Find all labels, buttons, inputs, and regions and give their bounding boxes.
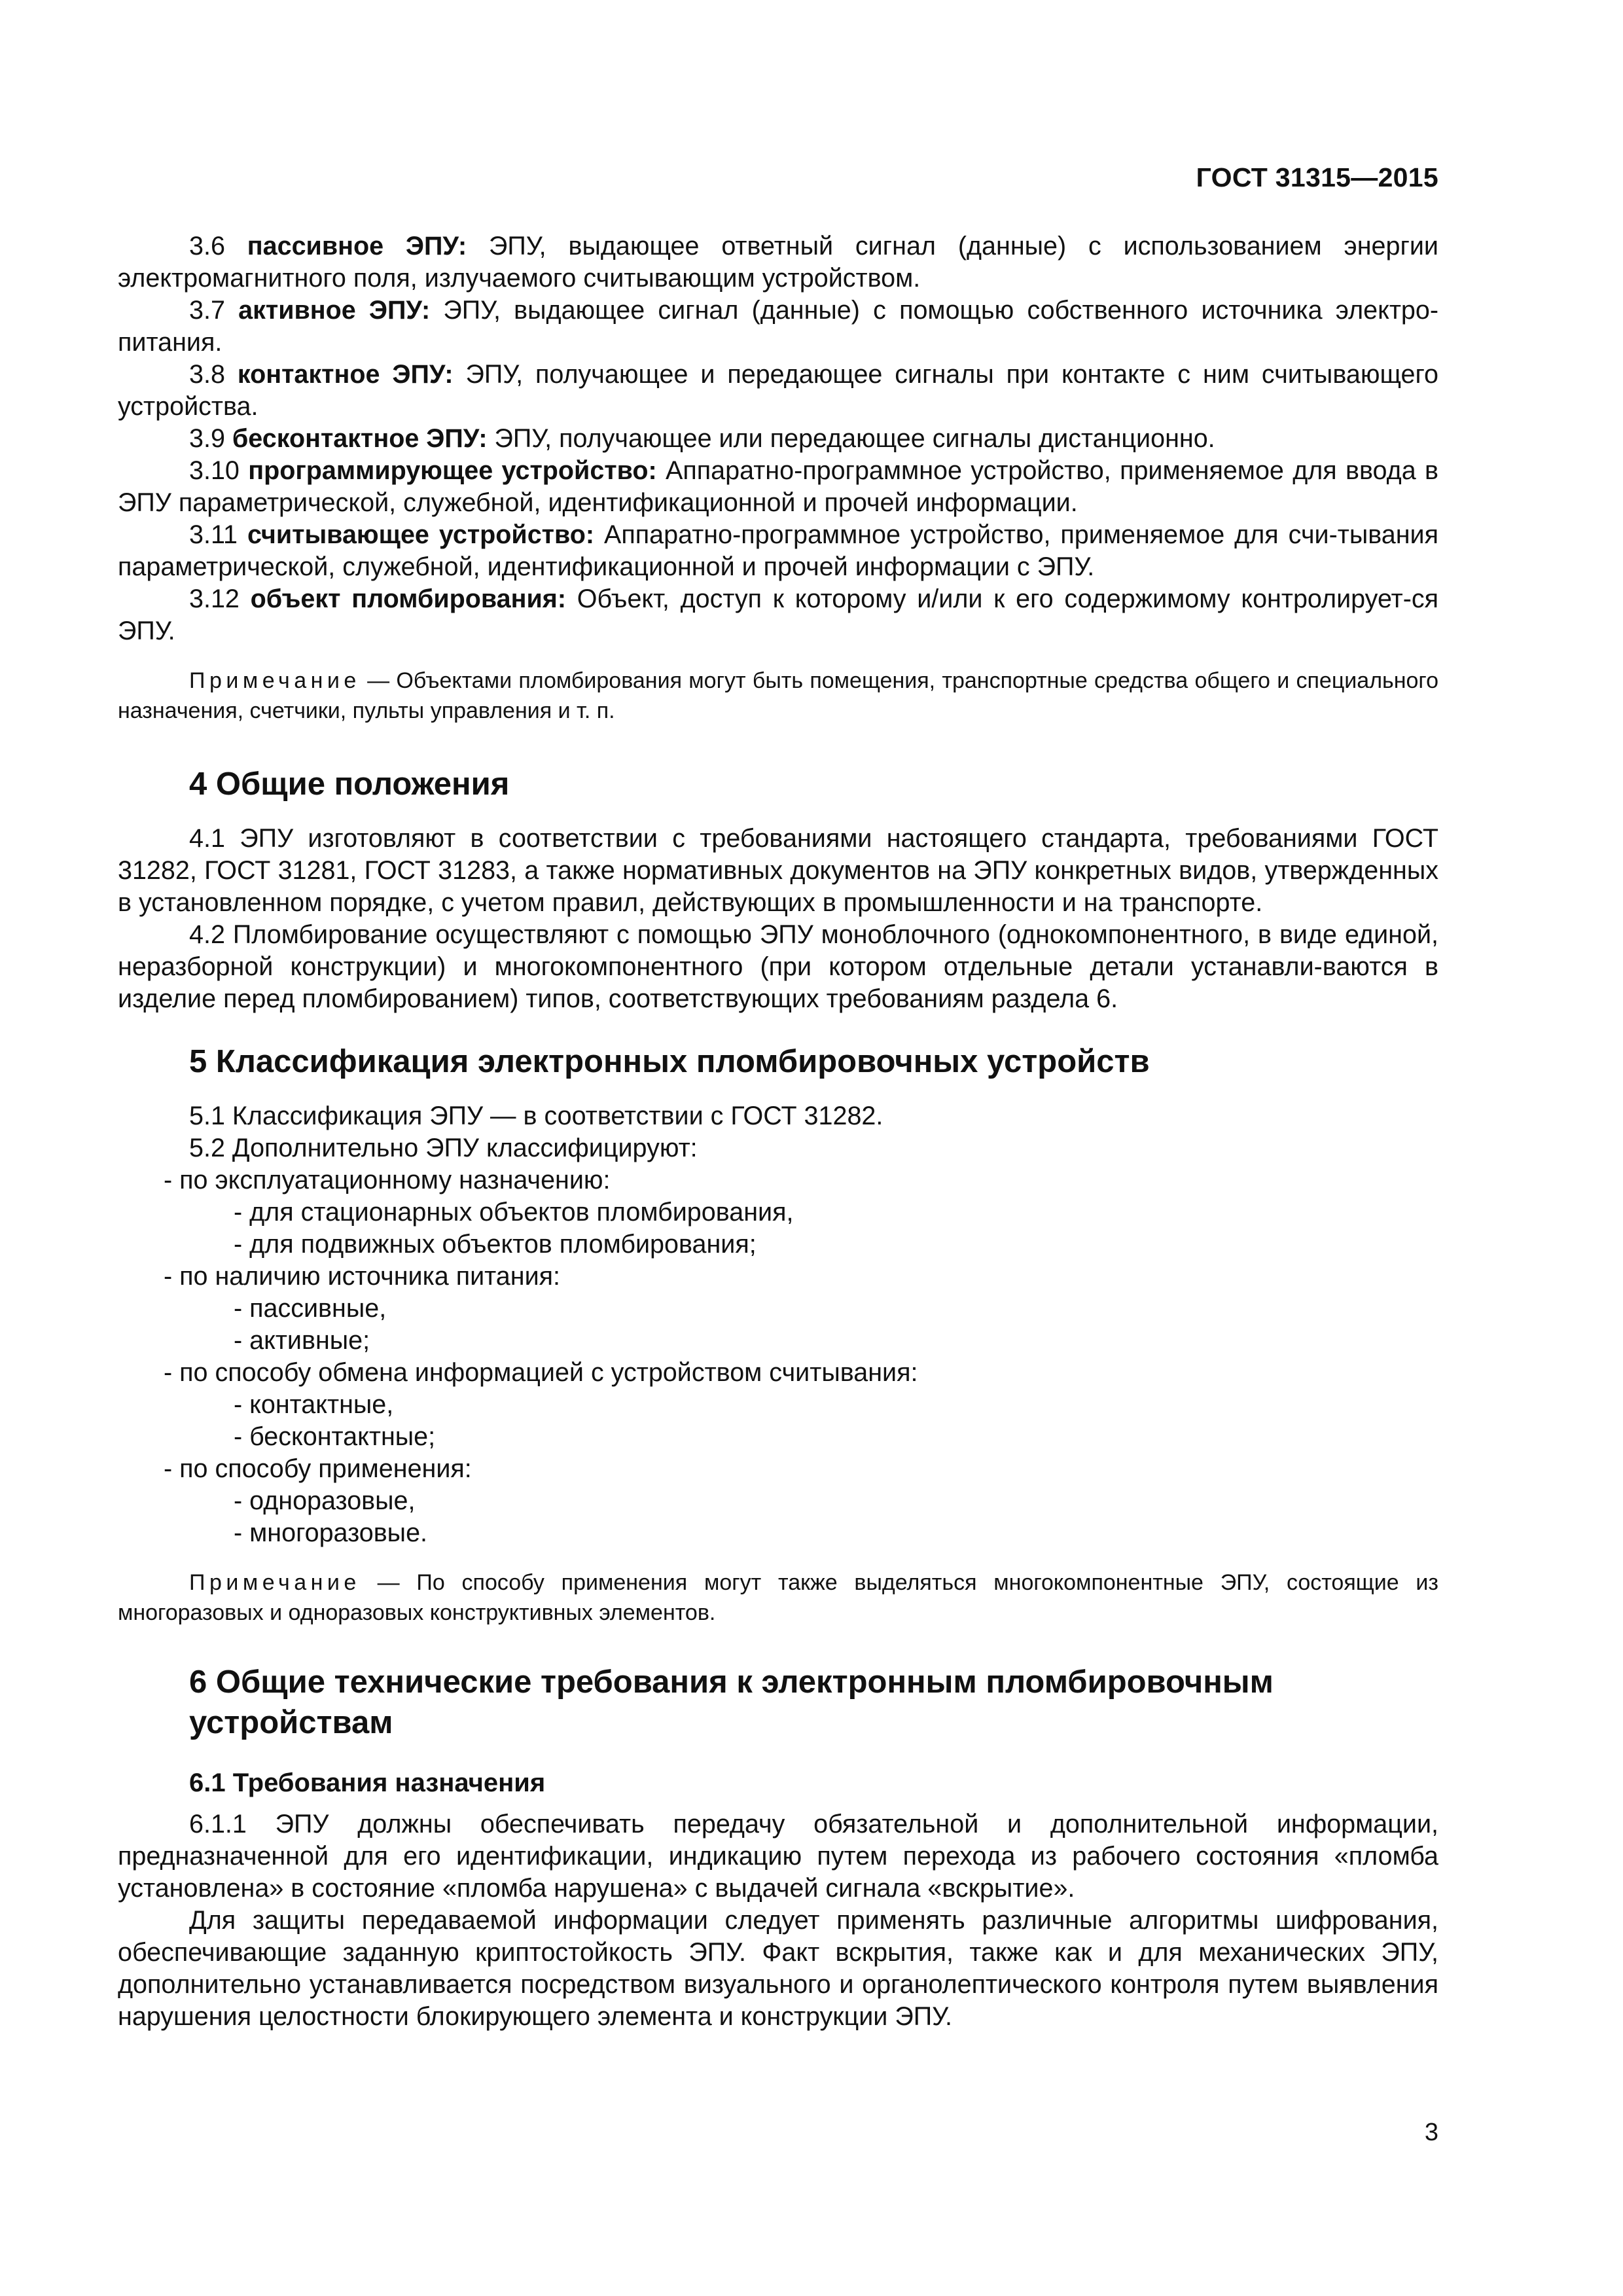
list-item: - одноразовые, xyxy=(234,1486,416,1515)
term-name: пассивное ЭПУ: xyxy=(247,232,467,260)
paragraph: 5.1 Классификация ЭПУ — в соответствии с ГОСТ 31282. xyxy=(189,1102,883,1130)
paragraph: 4.2 Пломбирование осуществляют с помощью ЭПУ моноблочного (однокомпонентного, в виде единой, неразборной конструкции) и многокомпонентного (при котором отдельные детали устанавли-ваются в изделие перед пломбированием) типов, соответствующих требованиям раздела 6. xyxy=(118,920,1438,1013)
subsection-heading: 6.1 Требования назначения xyxy=(189,1768,546,1797)
list-item: - бесконтактные; xyxy=(234,1422,436,1451)
term-name: объект пломбирования: xyxy=(250,584,566,613)
note-paragraph: Примечание — По способу применения могут также выделяться многокомпонентные ЭПУ, состоящие из многоразовых и одноразовых конструктивных элементов. xyxy=(118,1570,1438,1625)
term-name: активное ЭПУ: xyxy=(238,296,431,325)
list-item: - по способу обмена информацией с устройством считывания: xyxy=(164,1358,918,1387)
list-item: - контактные, xyxy=(234,1390,394,1419)
term-definition: 3.12 объект пломбирования: Объект, доступ к которому и/или к его содержимому контролирует-ся ЭПУ. xyxy=(118,584,1438,645)
note-label: Примечание xyxy=(189,668,361,693)
list-item: - для стационарных объектов пломбирования, xyxy=(234,1198,794,1227)
section-heading: 6 Общие технические требования к электронным пломбировочным устройствам xyxy=(189,1664,1274,1740)
term-definition: 3.7 активное ЭПУ: ЭПУ, выдающее сигнал (данные) с помощью собственного источника электро-питания. xyxy=(118,296,1438,357)
paragraph: Для защиты передаваемой информации следует применять различные алгоритмы шифрования, обеспечивающие заданную криптостойкость ЭПУ. Факт вскрытия, также как и для механических ЭПУ, дополнительно устанавливается посредством визуального и органолептического контроля путем выявления нарушения целостности блокирующего элемента и конструкции ЭПУ. xyxy=(118,1906,1438,2031)
note-paragraph: Примечание — Объектами пломбирования могут быть помещения, транспортные средства общего и специального назначения, счетчики, пульты управления и т. п. xyxy=(118,668,1438,723)
term-name: контактное ЭПУ: xyxy=(237,360,454,389)
list-item: - по способу применения: xyxy=(164,1454,472,1483)
paragraph: 4.1 ЭПУ изготовляют в соответствии с требованиями настоящего стандарта, требованиями ГОСТ 31282, ГОСТ 31281, ГОСТ 31283, а также нормативных документов на ЭПУ конкретных видов, утвержденных в установленном порядке, с учетом правил, действующих в промышленности и на транспорте. xyxy=(118,824,1438,917)
term-definition: 3.11 считывающее устройство: Аппаратно-программное устройство, применяемое для счи-тывания параметрической, служебной, идентификационной и прочей информации с ЭПУ. xyxy=(118,520,1438,581)
page-number: 3 xyxy=(1424,2119,1438,2146)
term-definition: 3.8 контактное ЭПУ: ЭПУ, получающее и передающее сигналы при контакте с ним считывающего устройства. xyxy=(118,360,1438,421)
note-label: Примечание xyxy=(189,1570,361,1595)
term-definition: 3.6 пассивное ЭПУ: ЭПУ, выдающее ответный сигнал (данные) с использованием энергии электромагнитного поля, излучаемого считывающим устройством. xyxy=(118,232,1438,293)
term-name: программирующее устройство: xyxy=(248,456,657,485)
list-item: - для подвижных объектов пломбирования; xyxy=(234,1230,757,1259)
term-name: считывающее устройство: xyxy=(247,520,595,549)
paragraph: 6.1.1 ЭПУ должны обеспечивать передачу обязательной и дополнительной информации, предназначенной для его идентификации, индикацию путем перехода из рабочего состояния «пломба установлена» в состояние «пломба нарушена» с выдачей сигнала «вскрытие». xyxy=(118,1810,1438,1903)
section-heading: 5 Классификация электронных пломбировочных устройств xyxy=(189,1044,1150,1079)
section-heading: 4 Общие положения xyxy=(189,766,510,802)
document-header: ГОСТ 31315—2015 xyxy=(1196,162,1438,192)
term-name: бесконтактное ЭПУ: xyxy=(232,424,488,453)
term-definition: 3.9 бесконтактное ЭПУ: ЭПУ, получающее или передающее сигналы дистанционно. xyxy=(189,424,1215,453)
page-content xyxy=(118,230,1438,2033)
paragraph: 5.2 Дополнительно ЭПУ классифицируют: xyxy=(189,1134,698,1162)
term-definition: 3.10 программирующее устройство: Аппаратно-программное устройство, применяемое для ввода в ЭПУ параметрической, служебной, идентификационной и прочей информации. xyxy=(118,456,1438,517)
classification-list xyxy=(118,1164,1438,1549)
list-item: - по эксплуатационному назначению: xyxy=(164,1166,611,1194)
terms-list xyxy=(118,230,1438,647)
list-item: - по наличию источника питания: xyxy=(164,1262,561,1291)
list-item: - многоразовые. xyxy=(234,1518,428,1547)
list-item: - активные; xyxy=(234,1326,370,1355)
list-item: - пассивные, xyxy=(234,1294,387,1323)
